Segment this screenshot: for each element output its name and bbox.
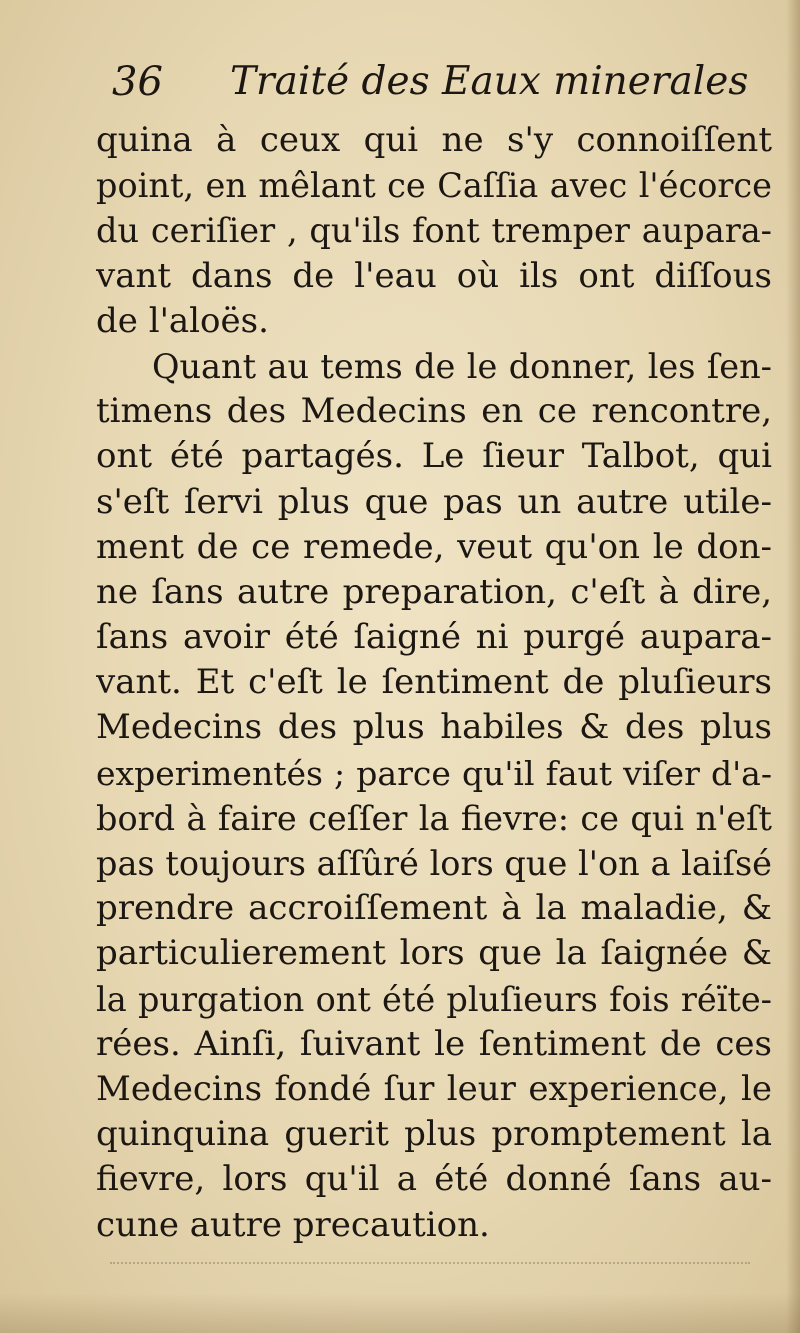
faded-footer-mark <box>110 1262 750 1265</box>
text-line: de l'aloës. <box>96 300 269 341</box>
text-line: Medecins fondé ſur leur experience, le <box>96 1068 772 1109</box>
text-line: timens des Medecins en ce rencontre, <box>96 391 772 432</box>
page-bottom-shadow <box>0 1293 800 1333</box>
text-line: la purgation ont été pluſieurs fois réïte- <box>96 979 772 1019</box>
text-line: rées. Ainſi, ſuivant le ſentiment de ces <box>96 1023 772 1064</box>
page-header <box>112 52 749 112</box>
text-line: particulierement lors que la ſaignée & <box>96 933 772 974</box>
text-line: experimentés ; parce qu'il faut viſer d'a- <box>96 753 772 793</box>
page-edge-shadow <box>786 0 800 1333</box>
page-number: 36 <box>112 59 163 105</box>
text-line: point, en mêlant ce Caſſia avec l'écorce <box>96 166 772 206</box>
text-line: s'eſt ſervi plus que pas un autre utile- <box>96 481 772 522</box>
running-title: Traité des Eaux minerales <box>230 59 749 104</box>
text-line: du ceriſier , qu'ils font tremper aupara- <box>96 211 772 251</box>
text-line: ſans avoir été ſaigné ni purgé aupara- <box>96 617 772 658</box>
text-line: prendre accroiſſement à la maladie, & <box>96 888 772 929</box>
text-line: bord à faire ceſſer la fievre: ce qui n'eſt <box>96 798 772 838</box>
body-text <box>96 118 772 1248</box>
text-line: Medecins des plus habiles & des plus <box>96 707 772 748</box>
text-line: ment de ce remede, veut qu'on le don- <box>96 526 772 567</box>
text-line: vant. Et c'eſt le ſentiment de pluſieurs <box>96 662 772 703</box>
text-line: ne ſans autre preparation, c'eſt à dire, <box>96 571 772 612</box>
text-line: quinquina guerit plus promptement la <box>96 1114 772 1155</box>
text-line: cune autre precaution. <box>96 1204 490 1245</box>
text-line: vant dans de l'eau où ils ont diſſous <box>96 255 772 296</box>
text-line: quina à ceux qui ne s'y connoiſſent <box>96 120 772 160</box>
text-line: ont été partagés. Le ſieur Talbot, qui <box>96 436 772 477</box>
text-line: fievre, lors qu'il a été donné ſans au- <box>96 1159 772 1200</box>
text-line: Quant au tems de le donner, les ſen- <box>152 346 772 386</box>
text-line: pas toujours aſſûré lors que l'on a laiſsé <box>96 844 772 883</box>
